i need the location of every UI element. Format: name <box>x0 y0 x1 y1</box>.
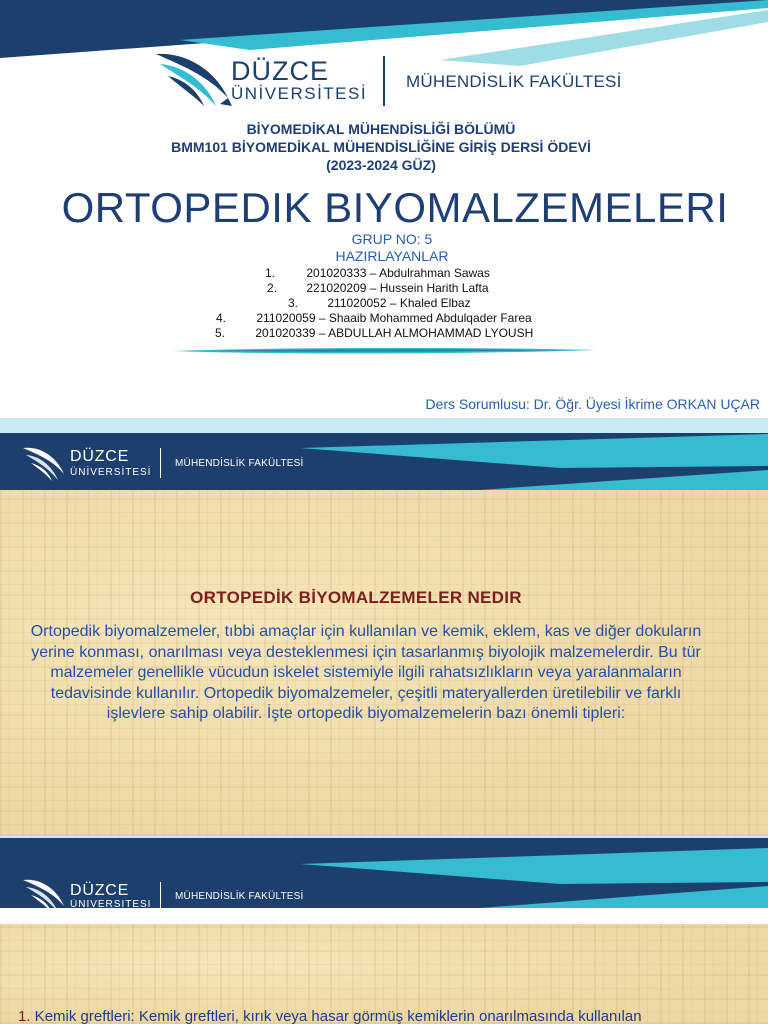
logo-divider <box>383 56 385 106</box>
slide2-header <box>0 418 768 490</box>
member-number: 5. <box>215 326 226 340</box>
item-text: Kemik greftleri: Kemik greftleri, kırık veya hasar görmüş kemiklerin onarılmasında kullanılan <box>30 1008 642 1024</box>
faculty-name: MÜHENDİSLİK FAKÜLTESİ <box>175 458 304 469</box>
cover-slide <box>0 0 768 418</box>
university-name-line2: ÜNİVERSİTESİ <box>70 899 152 908</box>
university-name-line1: DÜZCE <box>70 882 130 899</box>
instructor-line: Ders Sorumlusu: Dr. Öğr. Üyesi İkrime ORKAN UÇAR <box>425 396 760 412</box>
list-item <box>265 266 490 280</box>
university-name-line2: ÜNİVERSİTESİ <box>231 84 368 103</box>
course-line: BMM101 BİYOMEDİKAL MÜHENDİSLİĞİNE GİRİŞ DERSİ ÖDEVİ <box>171 139 591 155</box>
prepared-by-label: HAZIRLAYANLAR <box>335 248 449 264</box>
university-name-line1: DÜZCE <box>70 448 130 465</box>
section-heading: ORTOPEDİK BİYOMALZEMELER NEDIR <box>190 588 522 607</box>
semester-line: (2023-2024 GÜZ) <box>326 157 436 173</box>
faculty-name: MÜHENDİSLİK FAKÜLTESİ <box>406 72 622 91</box>
member-number: 2. <box>267 281 278 295</box>
member-text: 201020339 – ABDULLAH ALMOHAMMAD LYOUSH <box>255 326 534 340</box>
university-swoosh-logo <box>22 444 68 482</box>
university-name-line2: ÜNİVERSİTESİ <box>70 467 152 478</box>
page-title: ORTOPEDIK BIYOMALZEMELERI <box>61 184 729 231</box>
group-number: GRUP NO: 5 <box>351 231 433 247</box>
member-text: 211020052 – Khaled Elbaz <box>327 296 471 310</box>
university-swoosh-logo <box>154 48 234 110</box>
university-swoosh-logo <box>22 876 68 908</box>
member-number: 4. <box>216 311 227 325</box>
section-body: Ortopedik biyomalzemeler, tıbbi amaçlar için kullanılan ve kemik, eklem, kas ve diğer dokuların yerine konması, onarılması veya desteklenmesi için tasarlanmış biyolojik malzemelerdir. Bu tür malzemeler genellikle vücudun iskelet sistemiyle ilgili rahatsızlıkların veya yaralanmaların tedavisinde kullanılır. Ortopedik biyomalzemeler, çeşitli materyallerden üretilebilir ve farklı işlevlere sahip olabilir. İşte ortopedik biyomalzemelerin bazı önemli tipleri: <box>30 623 702 722</box>
logo-divider <box>160 882 161 908</box>
list-item <box>267 281 489 295</box>
department-line: BİYOMEDİKAL MÜHENDİSLİĞİ BÖLÜMÜ <box>246 121 516 137</box>
list-item <box>18 1008 768 1024</box>
university-name-line1: DÜZCE <box>231 56 329 86</box>
faculty-name: MÜHENDİSLİK FAKÜLTESİ <box>175 891 304 902</box>
member-number: 3. <box>288 296 299 310</box>
logo-divider <box>160 448 161 478</box>
member-text: 211020059 – Shaaib Mohammed Abdulqader Farea <box>256 311 532 325</box>
member-text: 221020209 – Hussein Harith Lafta <box>306 281 489 295</box>
list-item <box>215 326 533 340</box>
member-text: 201020333 – Abdulrahman Sawas <box>306 266 490 280</box>
slide3-header <box>0 836 768 908</box>
list-item <box>216 311 532 325</box>
item-number: 1. <box>18 1008 31 1024</box>
member-number: 1. <box>265 266 276 280</box>
decorative-underline <box>172 346 596 356</box>
list-item <box>288 296 471 310</box>
